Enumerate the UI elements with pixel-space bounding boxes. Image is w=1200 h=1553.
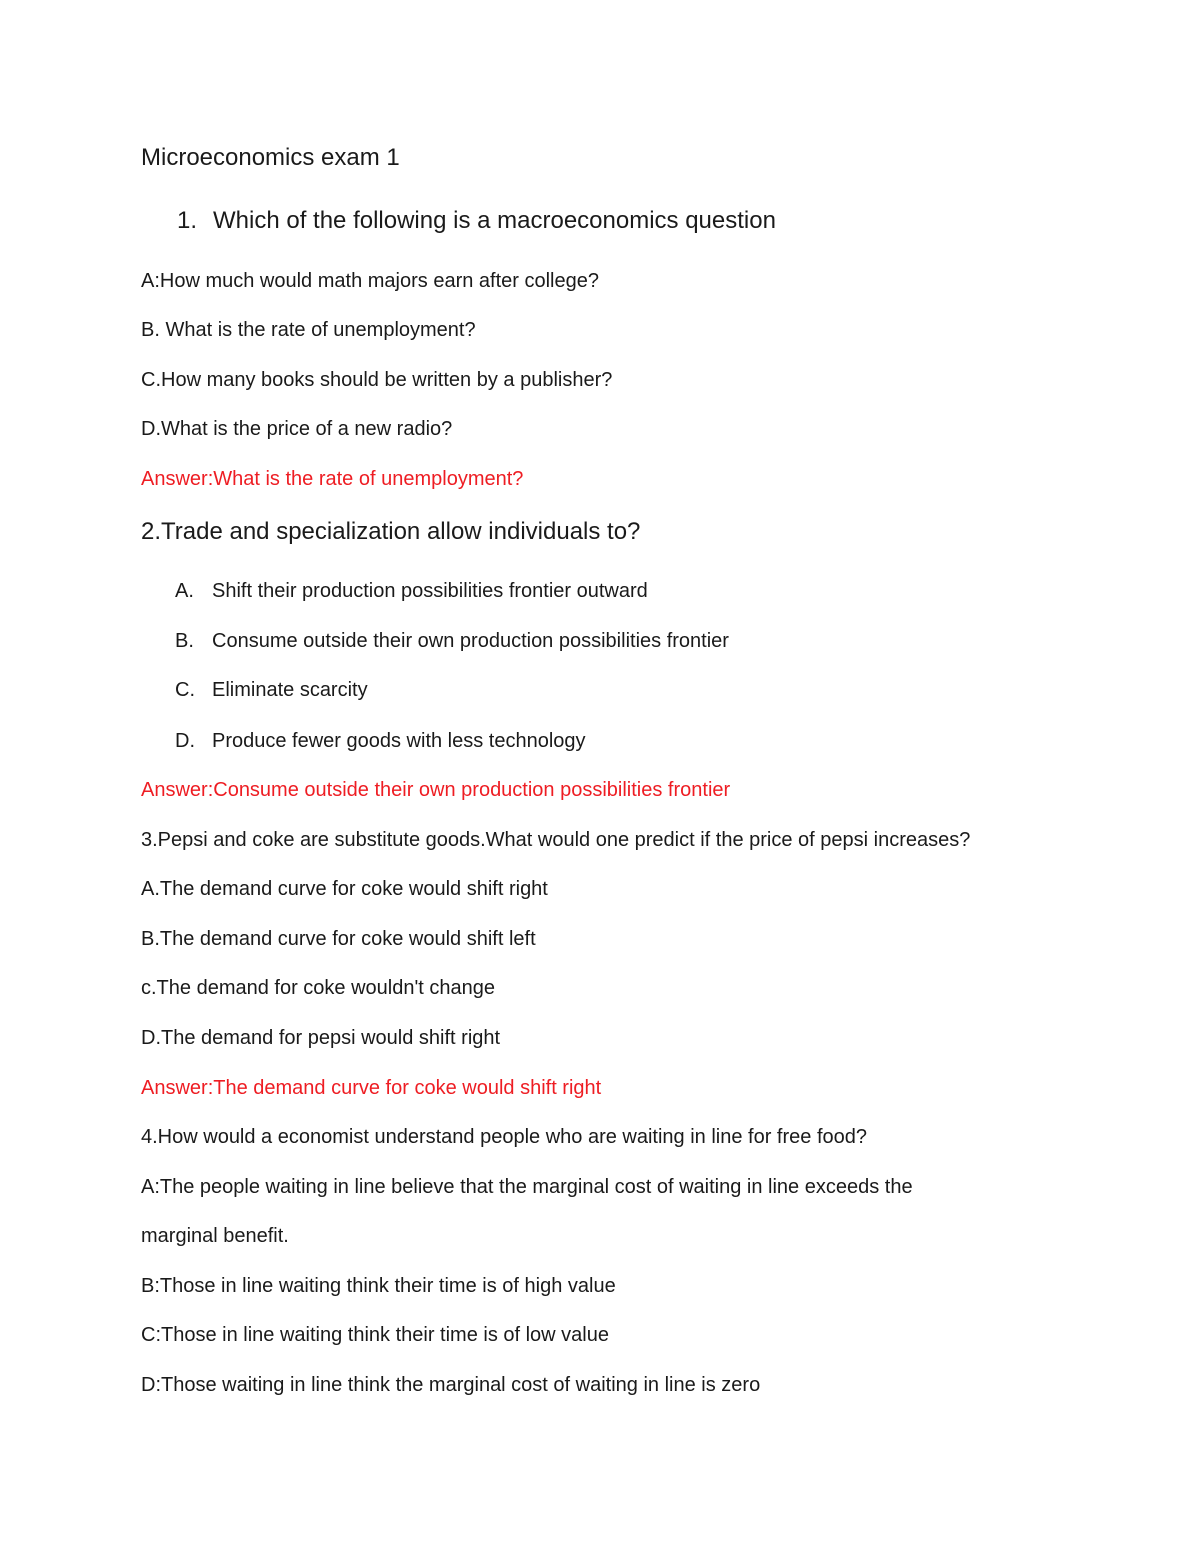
- question-2-option-a-text: Shift their production possibilities frontier outward: [212, 580, 648, 602]
- question-2-option-d: [175, 728, 586, 754]
- question-3-answer: Answer:The demand curve for coke would shift right: [141, 1077, 602, 1099]
- question-4-option-a-line-2: marginal benefit.: [141, 1225, 289, 1247]
- question-3-option-d: D.The demand for pepsi would shift right: [141, 1027, 501, 1049]
- question-2-option-d-text: Produce fewer goods with less technology: [212, 730, 586, 752]
- question-2-option-a-letter: A.: [175, 580, 194, 602]
- question-4-option-c: C:Those in line waiting think their time is of low value: [141, 1324, 609, 1346]
- document-title: Microeconomics exam 1: [141, 144, 400, 171]
- question-2-heading: 2.Trade and specialization allow individuals to?: [141, 518, 641, 545]
- question-1-option-d: D.What is the price of a new radio?: [141, 418, 453, 440]
- question-3-option-a: A.The demand curve for coke would shift right: [141, 878, 548, 900]
- question-2-option-c-letter: C.: [175, 679, 195, 701]
- question-3-option-b: B.The demand curve for coke would shift left: [141, 928, 536, 950]
- question-4-option-b: B:Those in line waiting think their time is of high value: [141, 1275, 616, 1297]
- question-3-text: 3.Pepsi and coke are substitute goods.What would one predict if the price of pepsi increases?: [141, 829, 971, 851]
- question-1-answer: Answer:What is the rate of unemployment?: [141, 468, 524, 490]
- question-4-option-d: D:Those waiting in line think the marginal cost of waiting in line is zero: [141, 1374, 761, 1396]
- question-4-text: 4.How would a economist understand people who are waiting in line for free food?: [141, 1126, 867, 1148]
- question-3-option-c: c.The demand for coke wouldn't change: [141, 977, 496, 999]
- question-2-option-b-text: Consume outside their own production possibilities frontier: [212, 630, 729, 652]
- question-1-number: 1.: [177, 207, 198, 234]
- question-2-option-b: [175, 628, 729, 654]
- question-2-option-b-letter: B.: [175, 630, 194, 652]
- question-1-option-b: B. What is the rate of unemployment?: [141, 319, 476, 341]
- question-1-heading: [177, 206, 776, 236]
- question-1-text: Which of the following is a macroeconomics question: [213, 207, 776, 234]
- question-2-option-a: [175, 578, 648, 604]
- question-2-option-c-text: Eliminate scarcity: [212, 679, 368, 701]
- question-2-answer: Answer:Consume outside their own production possibilities frontier: [141, 779, 731, 801]
- question-1-option-c: C.How many books should be written by a publisher?: [141, 369, 613, 391]
- question-1-option-a: A:How much would math majors earn after college?: [141, 270, 599, 292]
- question-2-option-d-letter: D.: [175, 730, 195, 752]
- question-2-option-c: [175, 677, 368, 703]
- question-4-option-a-line-1: A:The people waiting in line believe that the marginal cost of waiting in line exceeds the: [141, 1176, 913, 1198]
